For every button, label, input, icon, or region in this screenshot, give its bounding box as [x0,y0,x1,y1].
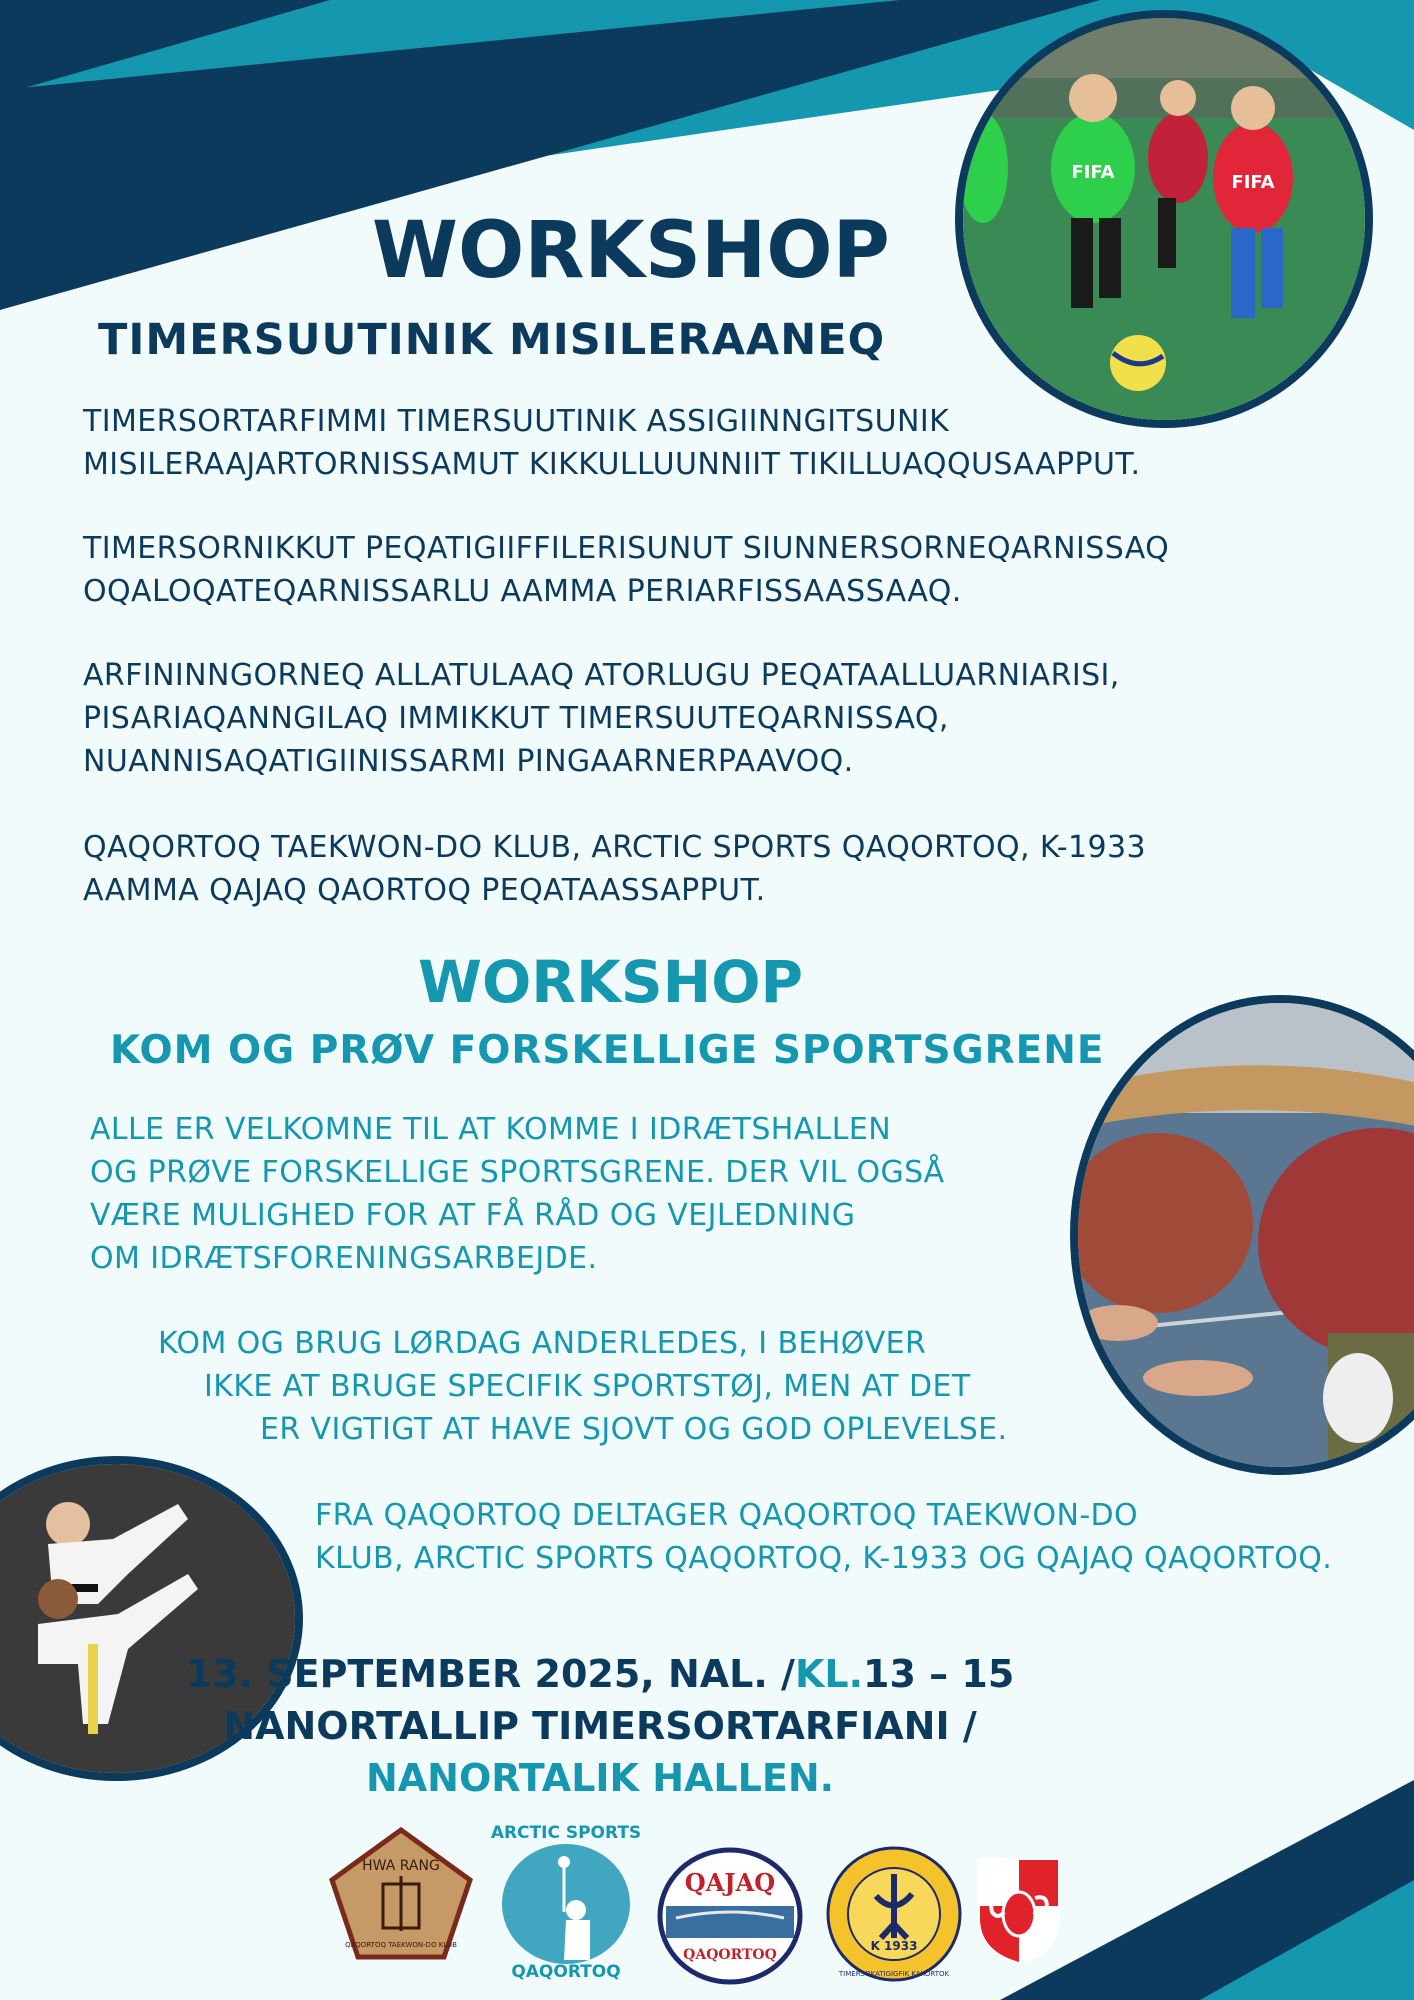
arctic-sports-logo-bottom-text: QAQORTOQ [511,1962,621,1982]
text-line: OM IDRÆTSFORENINGSARBEJDE. [90,1241,598,1276]
hwarang-logo-bottom-text: QAQORTOQ TAEKWON-DO KLUB [345,1941,457,1949]
k1933-logo-ring-text: TIMERSOKATIGIGFIK KAKORTOK [838,1970,950,1978]
event-venue-danish: NANORTALIK HALLEN. [365,1756,835,1800]
text-line: OG PRØVE FORSKELLIGE SPORTSGRENE. DER VIL OGSÅ [90,1155,945,1190]
event-venue-greenlandic: NANORTALLIP TIMERSORTARFIANI / [223,1704,977,1748]
section1-subtitle: TIMERSUUTINIK MISILERAANEQ [98,315,886,365]
qajaq-logo-bottom-text: QAQORTOQ [683,1947,777,1963]
qajaq-logo [656,1846,804,1986]
section1-title: WORKSHOP [372,206,890,296]
text-line: ER VIGTIGT AT HAVE SJOVT OG GOD OPLEVELSE. [260,1412,1008,1447]
text-line: NUANNISAQATIGIINISSARMI PINGAARNERPAAVOQ. [83,744,854,779]
section2-paragraph-1 [90,1108,945,1280]
text-line: TIMERSORNIKKUT PEQATIGIIFFILERISUNUT SIUNNERSORNEQARNISSAQ [83,531,1170,566]
arctic-sports-logo-top-text: ARCTIC SPORTS [490,1823,642,1843]
section1-paragraph-4 [83,826,1146,912]
k1933-logo-center-text: K 1933 [870,1939,918,1953]
text-line: OQALOQATEQARNISSARLU AAMMA PERIARFISSAASSAAQ. [83,574,962,609]
text-line: ARFININNGORNEQ ALLATULAAQ ATORLUGU PEQATAALLUARNIARISI, [83,658,1120,693]
section1-paragraph-2 [83,527,1169,613]
jersey-text-right: FIFA [1231,172,1275,193]
text-line: QAQORTOQ TAEKWON-DO KLUB, ARCTIC SPORTS QAQORTOQ, K-1933 [83,830,1146,865]
text-line: AAMMA QAJAQ QAORTOQ PEQATAASSAPPUT. [83,873,766,908]
section1-paragraph-3 [83,654,1120,783]
arctic-sports-logo [486,1812,646,1984]
section1-paragraph-1 [83,400,1140,486]
jersey-text-left: FIFA [1071,162,1115,183]
text-line: FRA QAQORTOQ DELTAGER QAQORTOQ TAEKWON-DO [315,1498,1139,1533]
event-kl-label: KL. [794,1652,864,1696]
text-line: MISILERAAJARTORNISSAMUT KIKKULLUUNNIIT TIKILLUAQQUSAAPPUT. [83,447,1141,482]
section2-subtitle: KOM OG PRØV FORSKELLIGE SPORTSGRENE [110,1028,1105,1073]
text-line: KOM OG BRUG LØRDAG ANDERLEDES, I BEHØVER [158,1326,927,1361]
section2-title: WORKSHOP [418,948,804,1016]
text-line: IKKE AT BRUGE SPECIFIK SPORTSTØJ, MEN AT DET [204,1369,971,1404]
ram-head-shield-logo [976,1856,1062,1966]
section2-paragraph-2 [158,1322,1007,1451]
soccer-kids-photo [955,10,1373,428]
event-time: 13 – 15 [863,1652,1015,1696]
section2-paragraph-3 [315,1494,1332,1580]
text-line: ALLE ER VELKOMNE TIL AT KOMME I IDRÆTSHALLEN [90,1112,892,1147]
hwarang-logo [328,1826,474,1961]
event-date: 13. SEPTEMBER 2025, NAL. / [185,1652,795,1696]
k1933-logo [826,1846,962,1982]
hwarang-logo-top-text: HWA RANG [362,1858,440,1874]
text-line: VÆRE MULIGHED FOR AT FÅ RÅD OG VEJLEDNING [90,1198,856,1233]
qajaq-logo-top-text: QAJAQ [684,1868,776,1897]
text-line: KLUB, ARCTIC SPORTS QAQORTOQ, K-1933 OG QAJAQ QAQORTOQ. [315,1541,1333,1576]
event-date-time [0,1652,1200,1696]
text-line: TIMERSORTARFIMMI TIMERSUUTINIK ASSIGIINNGITSUNIK [83,404,950,439]
text-line: PISARIAQANNGILAQ IMMIKKUT TIMERSUUTEQARNISSAQ, [83,701,949,736]
